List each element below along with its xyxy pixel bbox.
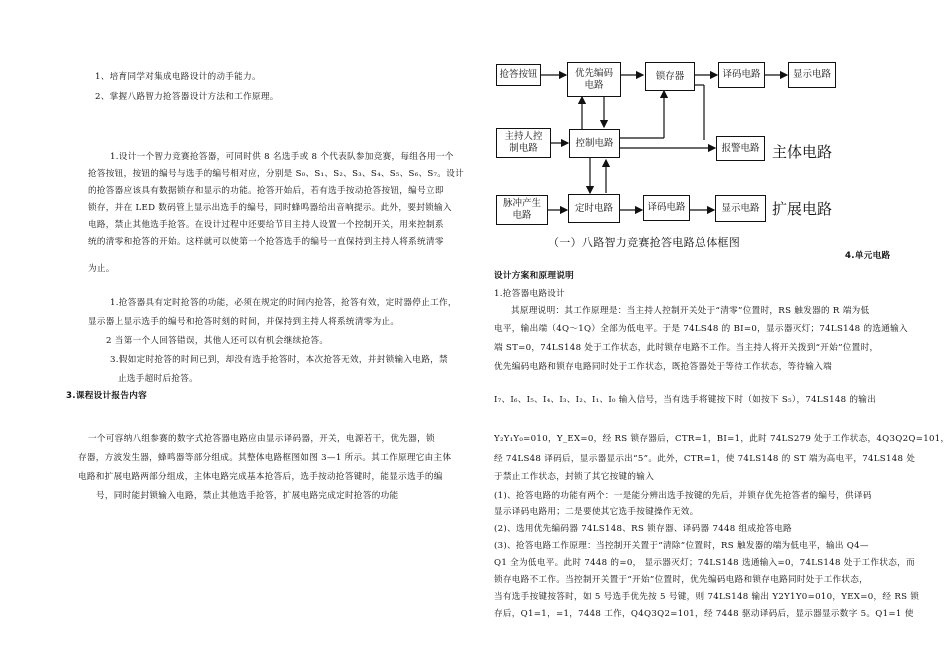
label-main-circuit: 主体电路	[772, 143, 833, 161]
req1-line: 统的清零和抢答的开始。这样就可以使第一个抢答选手的编号一直保持到主持人将系统清零	[88, 237, 444, 247]
req1-line: 的抢答器应该具有数据锁存和显示的功能。抢答开始后，若有选手按动抢答按钮，编号立即	[88, 186, 444, 196]
req1-line: 电路，禁止其他选手抢答。在设计过程中还要给节目主持人设置一个控制开关，用来控制系	[88, 220, 444, 230]
goal-2: 2、掌握八路智力抢答器设计方法和工作原理。	[95, 92, 279, 102]
principle-line: (2)、选用优先编码器 74LS148、RS 锁存器、译码器 7448 组成抢答电路	[494, 524, 792, 534]
principle-line: (3)、抢答电路工作原理：当控制开关置于“清除”位置时，RS 触发器的端为低电平，输出 Q4—	[494, 541, 869, 551]
req2-line: 2 当第一个人回答错误，其他人还可以有机会继续抢答。	[106, 336, 329, 346]
block-decoder-1: 译码电路	[718, 62, 765, 88]
req1-line: 抢答按钮，按钮的编号与选手的编号相对应，分别是 S₀、S₁、S₂、S₃、S₄、S₅、S₆、S₇。设计	[88, 169, 464, 179]
block-host-control: 主持人控 制电路	[496, 128, 551, 158]
section-4-heading: 4.单元电路	[845, 251, 891, 261]
principle-line: Q1 全为低电平。此时 7448 的=0， 显示器灭灯；74LS148 选通输入=0，74LS148 处于工作状态，而	[494, 558, 915, 568]
report-line: 存器，方波发生器，蜂鸣器等部分组成。其整体电路框图如图 3—1 所示。其工作原理它由主体	[78, 453, 452, 463]
block-priority-encoder: 优先编码 电路	[567, 62, 621, 97]
req1-line: 锁存，并在 LED 数码管上显示出选手的编号，同时蜂鸣器给出音响提示。此外，要封锁输入	[88, 203, 452, 213]
principle-line: 端 ST=0，74LS148 处于工作状态，此时锁存电路不工作。当主持人将开关拨到“开始”位置时，	[494, 343, 879, 353]
block-control-circuit: 控制电路	[569, 129, 620, 158]
block-display-2: 显示电路	[715, 195, 766, 222]
block-pulse-generator: 脉冲产生 电路	[496, 195, 548, 225]
block-decoder-2: 译码电路	[643, 195, 690, 221]
report-line: 号，同时能封锁输入电路，禁止其他选手抢答，扩展电路完成定时抢答的功能	[96, 491, 399, 501]
req2-line: 1.抢答器具有定时抢答的功能，必须在规定的时间内抢答，抢答有效，定时器停止工作，	[110, 298, 457, 308]
block-display-1: 显示电路	[788, 62, 836, 88]
label-extension-circuit: 扩展电路	[772, 200, 833, 218]
principle-line: 经 74LS48 译码后，显示器显示出“5”。此外，CTR=1，使 74LS148 的 ST 端为高电平，74LS148 处	[494, 454, 916, 464]
block-timer: 定时电路	[568, 194, 620, 223]
principle-line: Y₂Y₁Y₀=010，Y_EX=0，经 RS 锁存器后，CTR=1，BI=1，此时 74LS279 处于工作状态，4Q3Q2Q=101，	[494, 434, 950, 444]
principle-line: (1)、抢答电路的功能有两个：一是能分辨出选手按键的先后，并锁存优先抢答者的编号，供译码	[494, 491, 872, 501]
goal-1: 1、培育同学对集成电路设计的动手能力。	[95, 72, 261, 82]
design-title: 设计方案和原理说明	[494, 271, 575, 281]
report-line: 电路和扩展电路两部分组成，主体电路完成基本抢答后，选手按动抢答键时，能显示选手的编	[78, 472, 443, 482]
req1-line: 为止。	[88, 264, 115, 274]
section-3-heading: 3.课程设计报告内容	[66, 391, 147, 401]
principle-line: 锁存电路不工作。当控制开关置于“开始”位置时，优先编码电路和锁存电路同时处于工作状态，	[494, 575, 869, 585]
principle-line: 当有选手按键按答时，如 5 号选手优先按 5 号键，则 74LS148 输出 Y2Y1Y0=010，YEX=0，经 RS 锁	[494, 592, 920, 602]
req2-line: 显示器上显示选手的编号和抢答时刻的时间，并保持到主持人将系统清零为止。	[88, 317, 400, 327]
diagram-caption: （一）八路智力竞赛抢答电路总体框图	[548, 236, 741, 249]
principle-line: 于禁止工作状态，封锁了其它按键的输入	[494, 472, 655, 482]
block-latch: 锁存器	[645, 62, 695, 91]
req1-line: 1.设计一个智力竞赛抢答器，可同时供 8 名选手或 8 个代表队参加竞赛，每组各用一个	[110, 152, 454, 162]
report-line: 一个可容纳八组参赛的数字式抢答器电路应由显示译码器，开关，电源若干，优先器，锁	[88, 434, 435, 444]
block-alarm: 报警电路	[716, 136, 765, 161]
principle-line: 电平，输出端（4Q～1Q）全部为低电平。于是 74LS48 的 BI=0，显示器灭灯；74LS148 的选通输入	[494, 324, 908, 334]
principle-line: 优先编码电路和锁存电路同时处于工作状态，既抢答器处于等待工作状态，等待输入端	[494, 362, 832, 372]
subsection-1: 1.抢答器电路设计	[494, 289, 566, 299]
principle-line: 其原理说明：其工作原理是：当主持人控制开关处于“清零”位置时，RS 触发器的 R 端为低	[511, 306, 870, 316]
principle-line: 存后，Q1=1，=1，7448 工作，Q4Q3Q2=101，经 7448 驱动译码后，显示器显示数字 5。Q1=1 使	[494, 609, 914, 619]
req2-line: 止选手超时后抢答。	[118, 374, 199, 384]
principle-line: 显示译码电路用；二是要使其它选手按键操作无效。	[494, 507, 699, 517]
block-answer-button: 抢答按钮	[496, 64, 541, 86]
principle-line: I₇、I₆、I₅、I₄、I₃、I₂、I₁、I₀ 输入信号，当有选手将键按下时（如按下 S₅），74LS148 的输出	[494, 395, 877, 405]
req2-line: 3.假如定时抢答的时间已到，却没有选手抢答时，本次抢答无效，并封锁输入电路，禁	[110, 355, 448, 365]
